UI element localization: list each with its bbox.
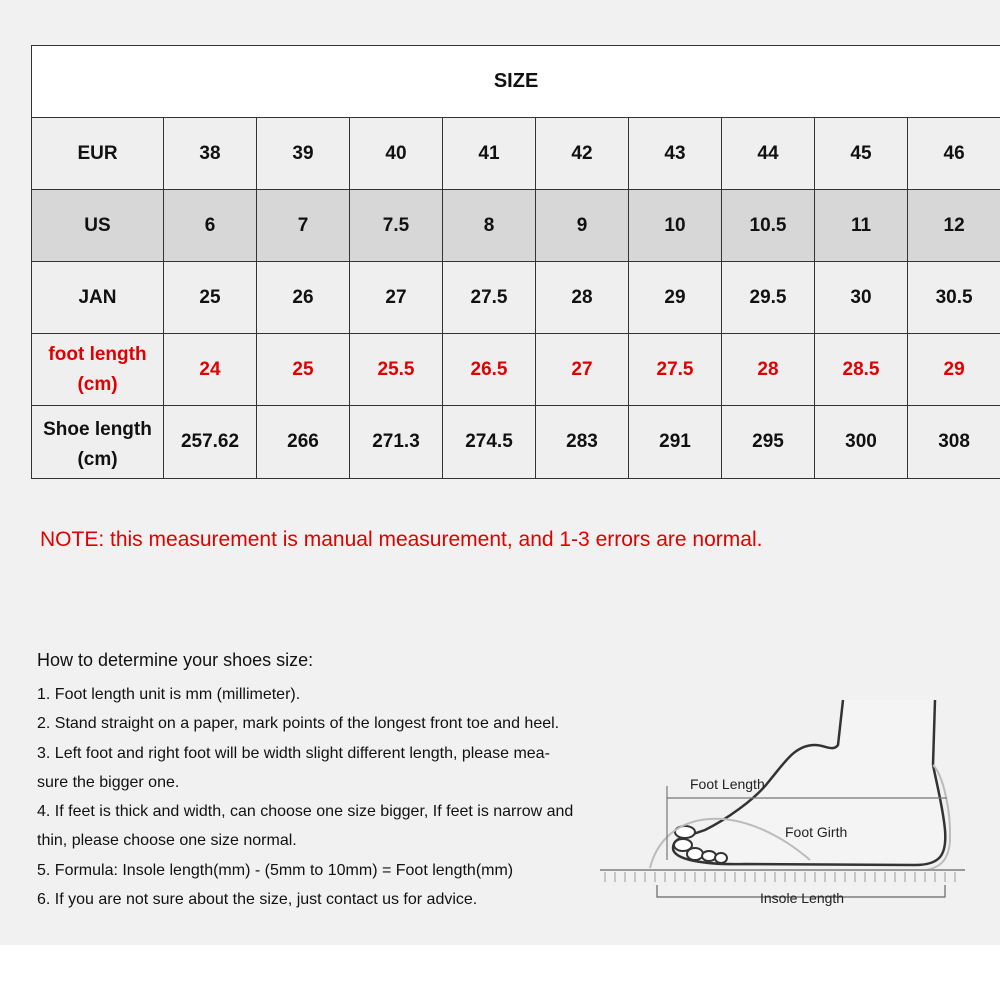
table-cell: 29.5 [722, 262, 815, 334]
size-table-title: SIZE [32, 46, 1000, 118]
table-cell: 27 [350, 262, 443, 334]
table-cell: 28 [722, 334, 815, 406]
row-label-us: US [32, 190, 164, 262]
table-cell: 30.5 [908, 262, 1000, 334]
table-cell: 30 [815, 262, 908, 334]
size-title-row [32, 46, 1000, 118]
table-cell: 42 [536, 118, 629, 190]
insole-length-label: Insole Length [760, 890, 845, 906]
table-cell: 45 [815, 118, 908, 190]
table-cell: 308 [908, 406, 1000, 479]
toe [702, 851, 716, 861]
table-cell: 266 [257, 406, 350, 479]
table-cell: 11 [815, 190, 908, 262]
howto-section [37, 650, 612, 914]
howto-line: 1. Foot length unit is mm (millimeter). [37, 686, 301, 703]
table-cell: 25 [164, 262, 257, 334]
table-cell: 257.62 [164, 406, 257, 479]
table-cell: 29 [629, 262, 722, 334]
ruler-ticks [605, 872, 955, 882]
table-cell: 28.5 [815, 334, 908, 406]
table-cell: 29 [908, 334, 1000, 406]
row-label-eur: EUR [32, 118, 164, 190]
howto-line: 3. Left foot and right foot will be width slight different length, please mea- [37, 744, 550, 762]
table-cell: 27.5 [443, 262, 536, 334]
toe [687, 848, 703, 860]
table-cell: 38 [164, 118, 257, 190]
foot-girth-label: Foot Girth [785, 824, 848, 840]
table-cell: 10 [629, 190, 722, 262]
table-cell: 295 [722, 406, 815, 479]
row-label-shoe-length-cell [32, 406, 164, 479]
howto-line: 6. If you are not sure about the size, just contact us for advice. [37, 891, 478, 909]
howto-title: How to determine your shoes size: [37, 650, 314, 670]
measurement-note: NOTE: this measurement is manual measurement, and 1-3 errors are normal. [40, 528, 763, 551]
table-cell: 41 [443, 118, 536, 190]
table-cell: 25.5 [350, 334, 443, 406]
table-row-eur [32, 118, 1000, 190]
foot-measurement-diagram [595, 690, 975, 915]
toe [715, 853, 727, 863]
table-cell: 8 [443, 190, 536, 262]
table-cell: 44 [722, 118, 815, 190]
row-label-jan: JAN [32, 262, 164, 334]
table-cell: 28 [536, 262, 629, 334]
table-row-shoe-length [32, 406, 1000, 479]
howto-line: 5. Formula: Insole length(mm) - (5mm to 10mm) = Foot length(mm) [37, 861, 514, 879]
table-cell: 24 [164, 334, 257, 406]
table-cell: 27.5 [629, 334, 722, 406]
howto-line: 2. Stand straight on a paper, mark points of the longest front toe and heel. [37, 715, 560, 733]
table-row-us [32, 190, 1000, 262]
howto-line: 4. If feet is thick and width, can choose one size bigger, If feet is narrow and [37, 803, 574, 821]
row-label-shoe-length: Shoe length (cm) [43, 419, 152, 470]
foot-length-label: Foot Length [690, 776, 765, 792]
table-cell: 46 [908, 118, 1000, 190]
table-cell: 10.5 [722, 190, 815, 262]
howto-line: thin, please choose one size normal. [37, 832, 297, 850]
table-cell: 291 [629, 406, 722, 479]
table-row-jan [32, 262, 1000, 334]
table-cell: 25 [257, 334, 350, 406]
table-cell: 12 [908, 190, 1000, 262]
table-cell: 27 [536, 334, 629, 406]
table-cell: 9 [536, 190, 629, 262]
table-cell: 40 [350, 118, 443, 190]
table-cell: 43 [629, 118, 722, 190]
table-cell: 283 [536, 406, 629, 479]
table-cell: 6 [164, 190, 257, 262]
table-cell: 26 [257, 262, 350, 334]
table-cell: 300 [815, 406, 908, 479]
howto-line: sure the bigger one. [37, 773, 180, 791]
table-cell: 39 [257, 118, 350, 190]
table-cell: 7.5 [350, 190, 443, 262]
table-cell: 274.5 [443, 406, 536, 479]
table-row-foot-length [32, 334, 1000, 406]
size-table [31, 45, 1000, 479]
table-cell: 26.5 [443, 334, 536, 406]
row-label-foot-length: foot length (cm) [32, 334, 164, 406]
table-cell: 7 [257, 190, 350, 262]
table-cell: 271.3 [350, 406, 443, 479]
